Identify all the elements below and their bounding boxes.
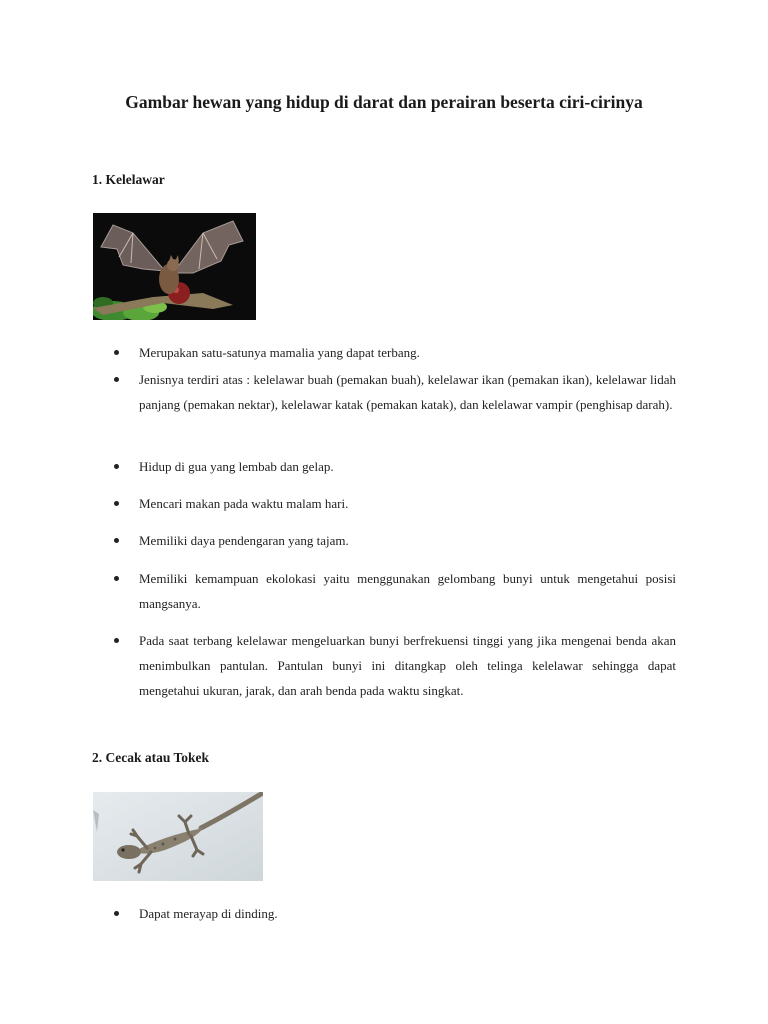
bullet-icon (114, 501, 119, 506)
list-item: Dapat merayap di dinding. (92, 901, 676, 926)
bullet-icon (114, 377, 119, 382)
bullet-icon (114, 638, 119, 643)
bullet-icon (114, 350, 119, 355)
bullet-icon (114, 538, 119, 543)
list-item: Merupakan satu-satunya mamalia yang dapat terbang. (92, 340, 676, 365)
page-title: Gambar hewan yang hidup di darat dan perairan beserta ciri-cirinya (125, 92, 643, 112)
list-item: Memiliki daya pendengaran yang tajam. (92, 528, 676, 553)
list-item: Mencari makan pada waktu malam hari. (92, 491, 676, 516)
bullet-icon (114, 911, 119, 916)
section-heading-cecak: 2. Cecak atau Tokek (92, 750, 210, 765)
list-item: Hidup di gua yang lembab dan gelap. (92, 454, 676, 479)
list-item: Memiliki kemampuan ekolokasi yaitu menggunakan gelombang bunyi untuk mengetahui posisi mangsanya. (92, 566, 676, 616)
bullet-icon (114, 576, 119, 581)
list-item: Jenisnya terdiri atas : kelelawar buah (pemakan buah), kelelawar ikan (pemakan ikan), kelelawar lidah panjang (pemakan nektar), kelelawar katak (pemakan katak), dan kelelawar vampir (penghisap darah). (92, 367, 676, 417)
gecko-photo (93, 792, 263, 881)
bat-photo (93, 213, 256, 320)
list-item: Pada saat terbang kelelawar mengeluarkan bunyi berfrekuensi tinggi yang jika mengenai benda akan menimbulkan pantulan. Pantulan bunyi ini ditangkap oleh telinga kelelawar sehingga dapat mengetahui ukuran, jarak, dan arah benda pada waktu singkat. (92, 628, 676, 703)
bullet-icon (114, 464, 119, 469)
section-heading-kelelawar: 1. Kelelawar (92, 172, 165, 187)
